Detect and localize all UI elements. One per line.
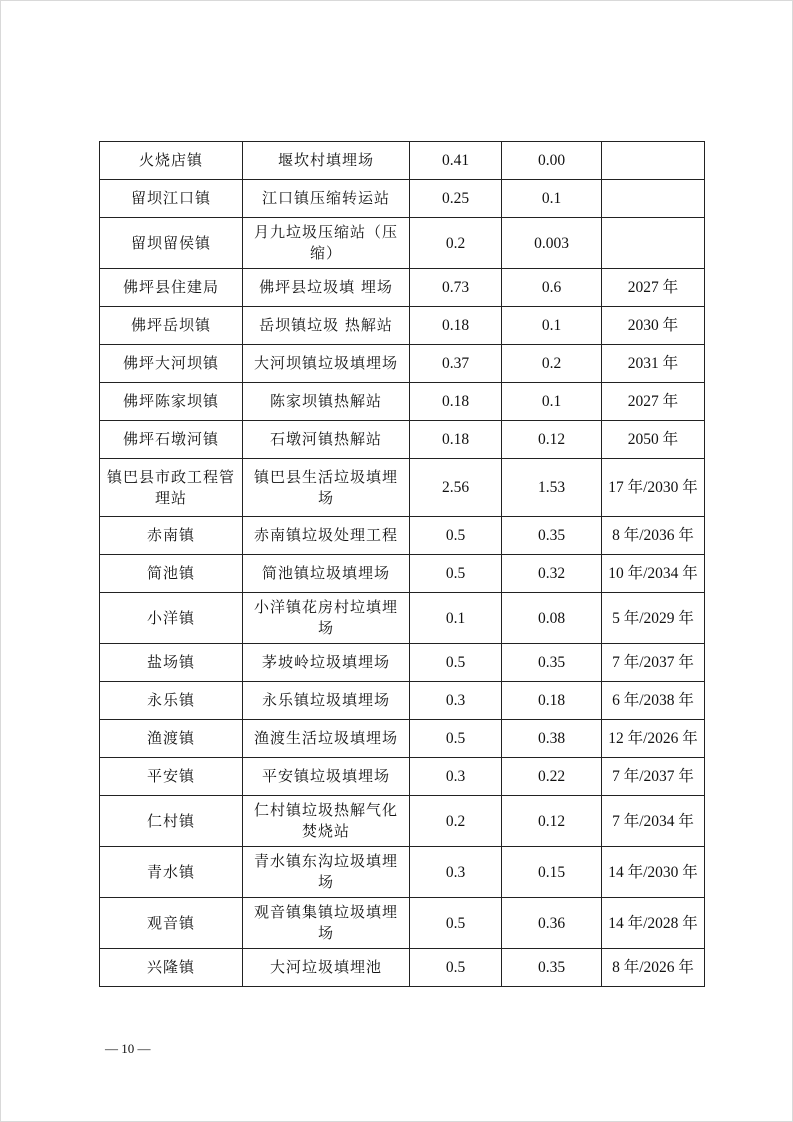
term-cell: 6 年/2038 年 [602,682,705,720]
value-1-cell: 0.2 [410,218,502,269]
term-cell: 10 年/2034 年 [602,555,705,593]
term-cell [602,218,705,269]
table-row [100,142,705,180]
table-row [100,847,705,898]
town-cell: 兴隆镇 [100,949,243,987]
value-2-cell: 0.1 [502,383,602,421]
value-2-cell: 0.2 [502,345,602,383]
facility-cell: 江口镇压缩转运站 [243,180,410,218]
town-cell: 渔渡镇 [100,720,243,758]
town-cell: 永乐镇 [100,682,243,720]
value-1-cell: 0.25 [410,180,502,218]
value-1-cell: 0.1 [410,593,502,644]
table-row [100,720,705,758]
term-cell: 17 年/2030 年 [602,459,705,517]
table-row [100,180,705,218]
table-row [100,898,705,949]
town-cell: 佛坪石墩河镇 [100,421,243,459]
town-cell: 镇巴县市政工程管理站 [100,459,243,517]
value-1-cell: 0.37 [410,345,502,383]
town-cell: 留坝江口镇 [100,180,243,218]
facility-cell: 大河垃圾填埋池 [243,949,410,987]
term-cell: 2027 年 [602,269,705,307]
town-cell: 盐场镇 [100,644,243,682]
value-2-cell: 0.003 [502,218,602,269]
term-cell: 7 年/2037 年 [602,644,705,682]
town-cell: 留坝留侯镇 [100,218,243,269]
value-1-cell: 0.2 [410,796,502,847]
value-1-cell: 0.3 [410,847,502,898]
term-cell: 14 年/2028 年 [602,898,705,949]
table-row [100,949,705,987]
town-cell: 观音镇 [100,898,243,949]
table-row [100,682,705,720]
table-row [100,459,705,517]
value-1-cell: 2.56 [410,459,502,517]
term-cell: 2031 年 [602,345,705,383]
table-body [100,142,705,987]
value-2-cell: 0.36 [502,898,602,949]
value-1-cell: 0.3 [410,682,502,720]
value-2-cell: 0.18 [502,682,602,720]
value-1-cell: 0.18 [410,307,502,345]
table-row [100,593,705,644]
value-1-cell: 0.18 [410,421,502,459]
value-2-cell: 0.22 [502,758,602,796]
value-2-cell: 0.35 [502,644,602,682]
term-cell: 7 年/2034 年 [602,796,705,847]
value-2-cell: 0.12 [502,796,602,847]
table-row [100,555,705,593]
table-row [100,421,705,459]
town-cell: 佛坪县住建局 [100,269,243,307]
term-cell: 2027 年 [602,383,705,421]
table-row [100,644,705,682]
term-cell: 2030 年 [602,307,705,345]
value-2-cell: 0.38 [502,720,602,758]
value-2-cell: 1.53 [502,459,602,517]
town-cell: 小洋镇 [100,593,243,644]
facility-cell: 赤南镇垃圾处理工程 [243,517,410,555]
table-row [100,307,705,345]
value-2-cell: 0.35 [502,949,602,987]
facility-cell: 简池镇垃圾填埋场 [243,555,410,593]
town-cell: 简池镇 [100,555,243,593]
value-1-cell: 0.5 [410,517,502,555]
facility-cell: 观音镇集镇垃圾填埋场 [243,898,410,949]
value-1-cell: 0.5 [410,720,502,758]
town-cell: 仁村镇 [100,796,243,847]
value-1-cell: 0.3 [410,758,502,796]
facility-cell: 渔渡生活垃圾填埋场 [243,720,410,758]
value-2-cell: 0.15 [502,847,602,898]
town-cell: 佛坪陈家坝镇 [100,383,243,421]
facility-cell: 永乐镇垃圾填埋场 [243,682,410,720]
table-row [100,517,705,555]
term-cell: 8 年/2036 年 [602,517,705,555]
value-2-cell: 0.12 [502,421,602,459]
value-1-cell: 0.5 [410,555,502,593]
value-2-cell: 0.1 [502,180,602,218]
town-cell: 青水镇 [100,847,243,898]
term-cell [602,180,705,218]
facility-cell: 月九垃圾压缩站（压缩） [243,218,410,269]
town-cell: 火烧店镇 [100,142,243,180]
term-cell [602,142,705,180]
table-row [100,758,705,796]
value-1-cell: 0.41 [410,142,502,180]
landfill-table [99,141,705,987]
facility-cell: 茅坡岭垃圾填埋场 [243,644,410,682]
facility-cell: 大河坝镇垃圾填埋场 [243,345,410,383]
table-row [100,218,705,269]
facility-cell: 岳坝镇垃圾 热解站 [243,307,410,345]
facility-cell: 青水镇东沟垃圾填埋场 [243,847,410,898]
term-cell: 12 年/2026 年 [602,720,705,758]
term-cell: 8 年/2026 年 [602,949,705,987]
term-cell: 14 年/2030 年 [602,847,705,898]
facility-cell: 仁村镇垃圾热解气化焚烧站 [243,796,410,847]
value-1-cell: 0.5 [410,898,502,949]
page-number: — 10 — [105,1041,151,1056]
town-cell: 平安镇 [100,758,243,796]
value-1-cell: 0.18 [410,383,502,421]
facility-cell: 石墩河镇热解站 [243,421,410,459]
term-cell: 2050 年 [602,421,705,459]
town-cell: 佛坪岳坝镇 [100,307,243,345]
value-2-cell: 0.35 [502,517,602,555]
facility-cell: 小洋镇花房村垃填埋场 [243,593,410,644]
facility-cell: 佛坪县垃圾填 埋场 [243,269,410,307]
value-1-cell: 0.73 [410,269,502,307]
term-cell: 5 年/2029 年 [602,593,705,644]
value-1-cell: 0.5 [410,949,502,987]
table-row [100,345,705,383]
facility-cell: 镇巴县生活垃圾填埋场 [243,459,410,517]
facility-cell: 陈家坝镇热解站 [243,383,410,421]
town-cell: 赤南镇 [100,517,243,555]
value-2-cell: 0.32 [502,555,602,593]
town-cell: 佛坪大河坝镇 [100,345,243,383]
table-row [100,383,705,421]
term-cell: 7 年/2037 年 [602,758,705,796]
value-2-cell: 0.00 [502,142,602,180]
value-1-cell: 0.5 [410,644,502,682]
table-row [100,269,705,307]
value-2-cell: 0.6 [502,269,602,307]
value-2-cell: 0.1 [502,307,602,345]
value-2-cell: 0.08 [502,593,602,644]
table-row [100,796,705,847]
facility-cell: 堰坎村填埋场 [243,142,410,180]
facility-cell: 平安镇垃圾填埋场 [243,758,410,796]
